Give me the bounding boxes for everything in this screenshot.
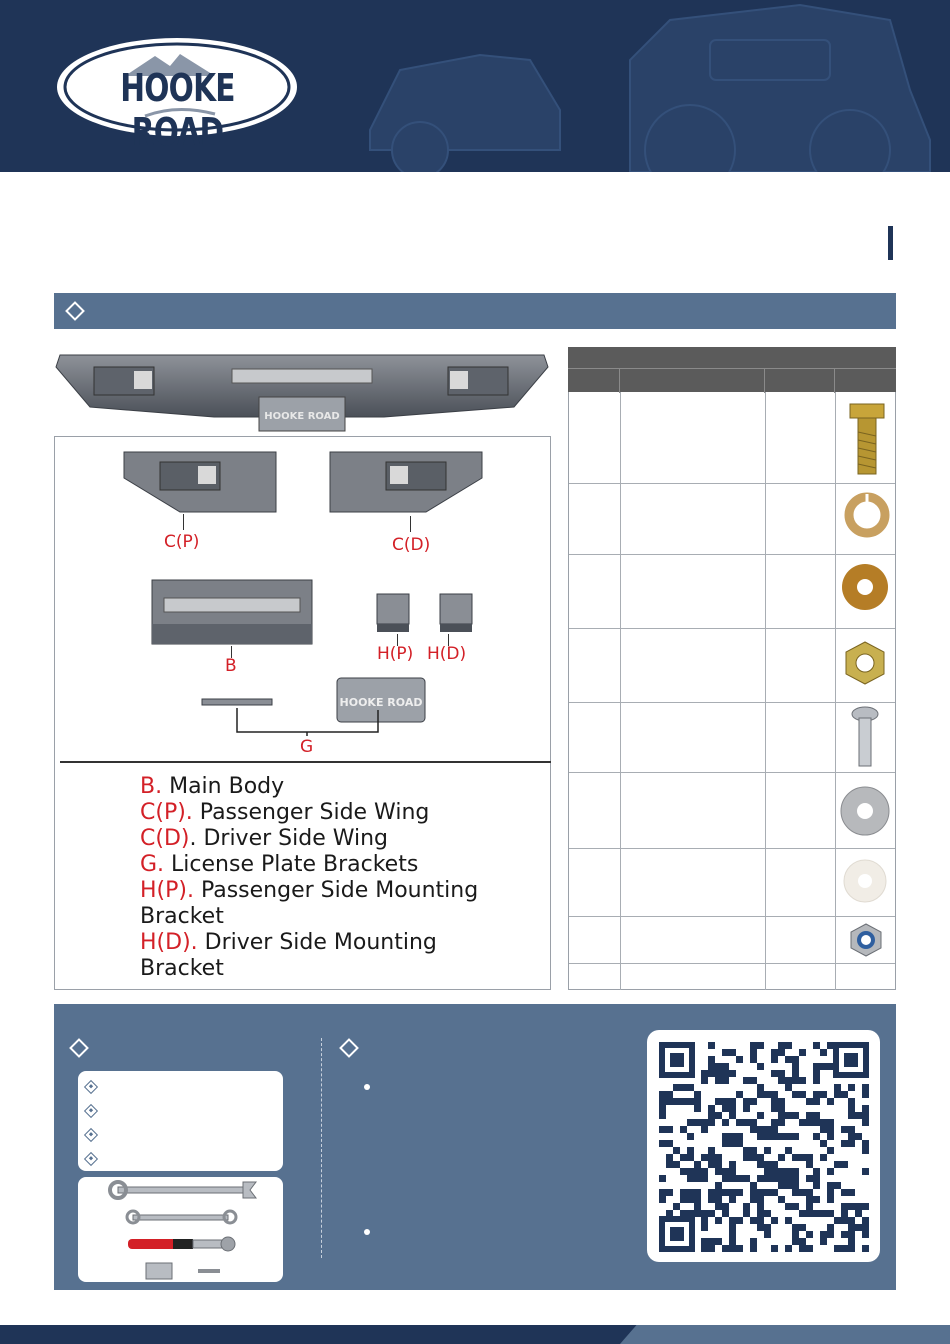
table-header-row <box>568 368 896 392</box>
tools-image <box>78 1177 283 1282</box>
legend-item: G. License Plate Brackets <box>140 852 419 877</box>
diamond-icon <box>69 1038 89 1058</box>
flat-washer-icon <box>840 562 890 612</box>
label-cp: C(P) <box>164 532 200 552</box>
passenger-wing-image <box>120 448 280 514</box>
legend-item: Bracket <box>140 956 224 981</box>
parts-legend <box>140 774 545 982</box>
plate-logo: HOOKE ROAD <box>339 696 423 709</box>
brand-logo <box>55 36 300 154</box>
legend-item: C(D). Driver Side Wing <box>140 826 389 851</box>
jeep-silhouette-graphic <box>330 0 950 172</box>
legend-item: H(P). Passenger Side Mounting <box>140 878 479 903</box>
large-flat-washer-icon <box>840 786 890 836</box>
bullet-diamond-icon <box>84 1104 98 1118</box>
section-header-bar <box>54 293 896 329</box>
legend-item: Bracket <box>140 904 224 929</box>
carriage-bolt-icon <box>850 706 880 768</box>
label-hd: H(D) <box>427 644 467 664</box>
qr-code[interactable] <box>647 1030 880 1262</box>
ratchet-icon <box>128 1237 235 1251</box>
footer-accent <box>620 1325 950 1344</box>
label-b: B <box>225 656 237 676</box>
passenger-mount-bracket-image <box>375 592 411 634</box>
diamond-icon <box>339 1038 359 1058</box>
bullet-diamond-icon <box>84 1128 98 1142</box>
socket-icon <box>146 1263 220 1279</box>
table-title-row <box>568 347 896 368</box>
bullet-diamond-icon <box>84 1080 98 1094</box>
small-wrench-icon <box>127 1211 236 1223</box>
leader-line <box>183 514 184 530</box>
hex-bolt-icon <box>846 402 888 476</box>
legend-item: C(P). Passenger Side Wing <box>140 800 430 825</box>
label-cd: C(D) <box>392 535 431 555</box>
label-hp: H(P) <box>377 644 414 664</box>
qr-code-card[interactable] <box>647 1030 880 1262</box>
footer-bar <box>0 1325 950 1344</box>
driver-mount-bracket-image <box>438 592 474 634</box>
bullet-diamond-icon <box>84 1152 98 1166</box>
tools-image-card <box>78 1177 283 1282</box>
hex-nut-icon <box>842 640 888 686</box>
bumper-assembly-image <box>54 347 550 435</box>
legend-item: B. Main Body <box>140 774 285 799</box>
leader-line <box>410 516 411 532</box>
tool-list-card <box>78 1071 283 1171</box>
brand-logo-text: HOOKE ROAD <box>120 66 235 154</box>
diagram-divider <box>60 761 551 763</box>
driver-wing-image <box>326 448 486 514</box>
legend-item: H(D). Driver Side Mounting <box>140 930 437 955</box>
combination-wrench-icon <box>110 1182 256 1198</box>
diamond-icon <box>65 301 85 321</box>
note-bullet <box>364 1084 370 1090</box>
bumper-plate-logo: HOOKE ROAD <box>264 411 340 422</box>
note-bullet <box>364 1229 370 1235</box>
panel-divider <box>321 1038 322 1258</box>
lock-washer-icon <box>844 492 890 538</box>
header-banner <box>0 0 950 172</box>
title-accent-bar <box>888 226 893 260</box>
nylon-washer-icon <box>842 858 888 904</box>
g-bracket-leader <box>230 706 390 736</box>
label-g: G <box>300 737 314 757</box>
main-body-image <box>150 578 314 646</box>
nylon-lock-nut-icon <box>848 922 884 958</box>
